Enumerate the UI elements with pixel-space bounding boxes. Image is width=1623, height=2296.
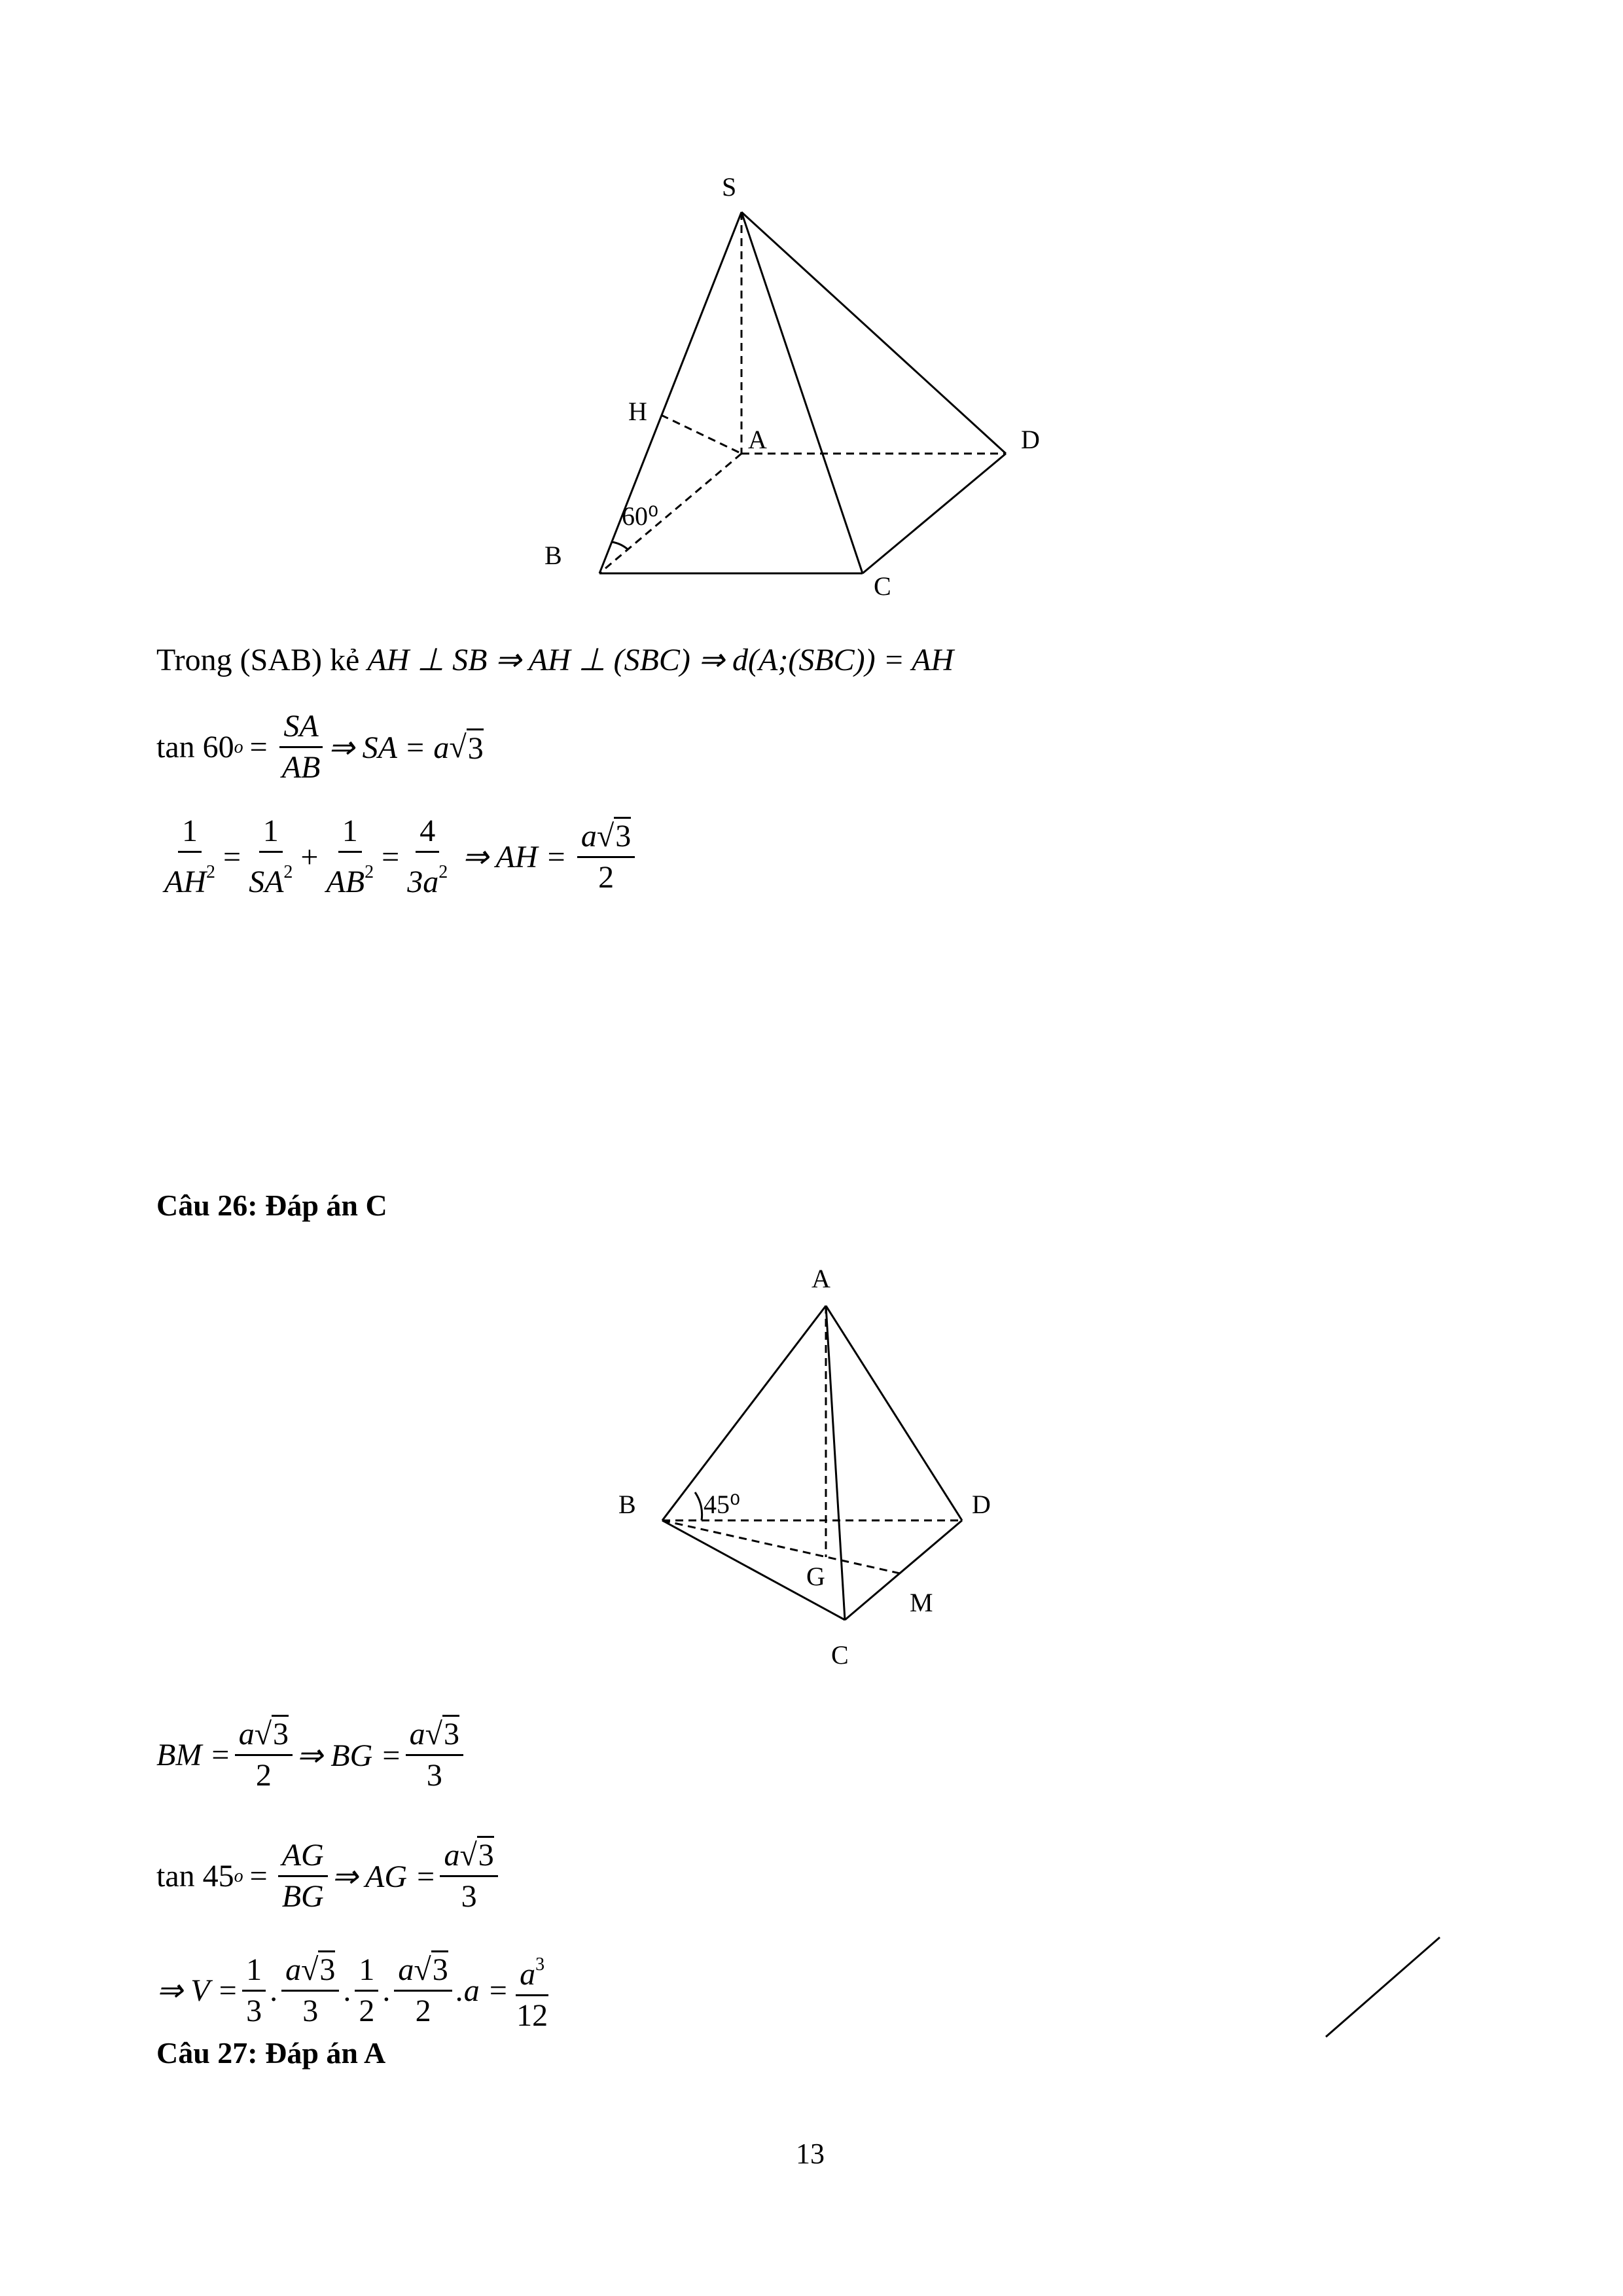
label-c: C [831,1640,849,1670]
den: SA [249,865,284,899]
fraction: $\frac{a√3}{3}$ [406,1715,463,1795]
sol26-line1 [156,1715,467,1795]
num: 1 [355,1950,378,1992]
fraction: $\frac{a√3}{2}$ [394,1950,452,2031]
num: 4 [416,812,439,853]
sol25-line2: tan 60 o = $\frac{SA}{AB}$ ⇒ SA = a √ 3 [156,707,484,787]
fraction [512,1945,552,2036]
sol26-line3 [156,1945,556,2036]
label-h: H [628,397,647,426]
page-number: 13 [796,2138,825,2170]
label-s: S [722,172,737,202]
fraction [278,1836,328,1916]
text: ⇒ BG = [296,1738,402,1773]
den: 2 [255,1758,272,1793]
den: AH [164,865,206,899]
fraction [160,812,219,902]
text: ⇒ AG = [331,1859,437,1894]
den: AB [326,865,365,899]
math: AH ⊥ SB ⇒ AH ⊥ (SBC) ⇒ d(A;(SBC)) = AH [367,643,954,677]
text: ⇒ V = [156,1973,239,2008]
root: 3 [431,1950,448,1987]
sup: 3 [535,1954,545,1975]
label-d: D [1021,425,1040,454]
dot: . [343,1973,351,2008]
label-b: B [544,541,562,570]
num: a [285,1952,302,1987]
op: = [223,839,241,874]
question-26-heading: Câu 26: Đáp án C [156,1189,387,1222]
num: a [238,1717,255,1751]
num: AG [278,1836,328,1877]
op: = [382,839,400,874]
fraction [242,1950,266,2031]
fraction [322,812,378,902]
num: SA [279,707,322,748]
fraction: $\frac{a√3}{2}$ [235,1715,293,1795]
text: ⇒ SA = a [328,730,450,765]
den: AB [281,750,321,785]
label-d: D [972,1490,991,1519]
sup: 2 [365,862,374,882]
fraction: $\frac{a√3}{3}$ [440,1836,497,1916]
root: 3 [477,1836,494,1873]
label-b: B [618,1490,636,1519]
num: 1 [242,1950,266,1992]
sup: o [234,736,243,757]
op: = [249,1859,268,1893]
sol25-line1 [156,641,954,678]
sup: o [234,1865,243,1886]
text: BM = [156,1738,231,1772]
label-a: A [812,1264,830,1293]
sup: 2 [205,862,215,882]
op: + [300,839,319,874]
num: a [444,1838,460,1873]
num: 1 [178,812,202,853]
question-27-heading: Câu 27: Đáp án A [156,2036,386,2070]
label-c: C [874,571,891,601]
fraction [278,707,325,787]
label-angle-45: 45⁰ [704,1490,741,1519]
sol26-line2 [156,1836,502,1916]
text: ⇒ AH = [462,840,567,874]
fraction: $\frac{a√3}{2}$ [577,817,635,897]
num: 1 [259,812,283,853]
dot: . [270,1973,278,2008]
den: 3 [302,1993,319,2028]
text: Trong (SAB) kẻ [156,642,368,677]
op: = [249,730,268,764]
text: .a = [455,1973,509,2008]
den: 3 [426,1758,442,1793]
label-m: M [910,1588,933,1617]
label-g: G [806,1562,825,1591]
root: 3 [318,1950,335,1987]
text: tan 45 [156,1859,234,1893]
stray-diagonal-line [1326,1937,1440,2037]
den: 2 [359,1993,375,2028]
fraction: $\frac{a√3}{3}$ [281,1950,339,2031]
fraction [403,812,452,902]
den: 3 [246,1993,262,2028]
root: 3 [442,1715,459,1751]
num: a [520,1957,536,1992]
sol25-line3 [156,812,639,902]
sup: 2 [283,862,293,882]
root: 3 [272,1715,289,1751]
num: a [398,1952,414,1987]
dot: . [382,1973,391,2008]
root: 3 [467,728,484,766]
den: 2 [598,859,615,895]
den: 2 [415,1993,431,2028]
num: 1 [338,812,362,853]
num: a [580,818,597,853]
label-a: A [748,425,767,454]
num: a [409,1717,425,1751]
den: 12 [516,1998,548,2033]
label-angle-60: 60⁰ [622,501,659,531]
fraction [245,812,296,902]
fraction [355,1950,378,2031]
den: 3 [461,1879,477,1914]
root: 3 [614,817,631,853]
pyramid-sabcd-figure [599,212,1006,573]
text: tan 60 [156,730,234,764]
sup: 2 [438,862,448,882]
den: BG [281,1879,324,1914]
den: 3a [407,865,439,899]
